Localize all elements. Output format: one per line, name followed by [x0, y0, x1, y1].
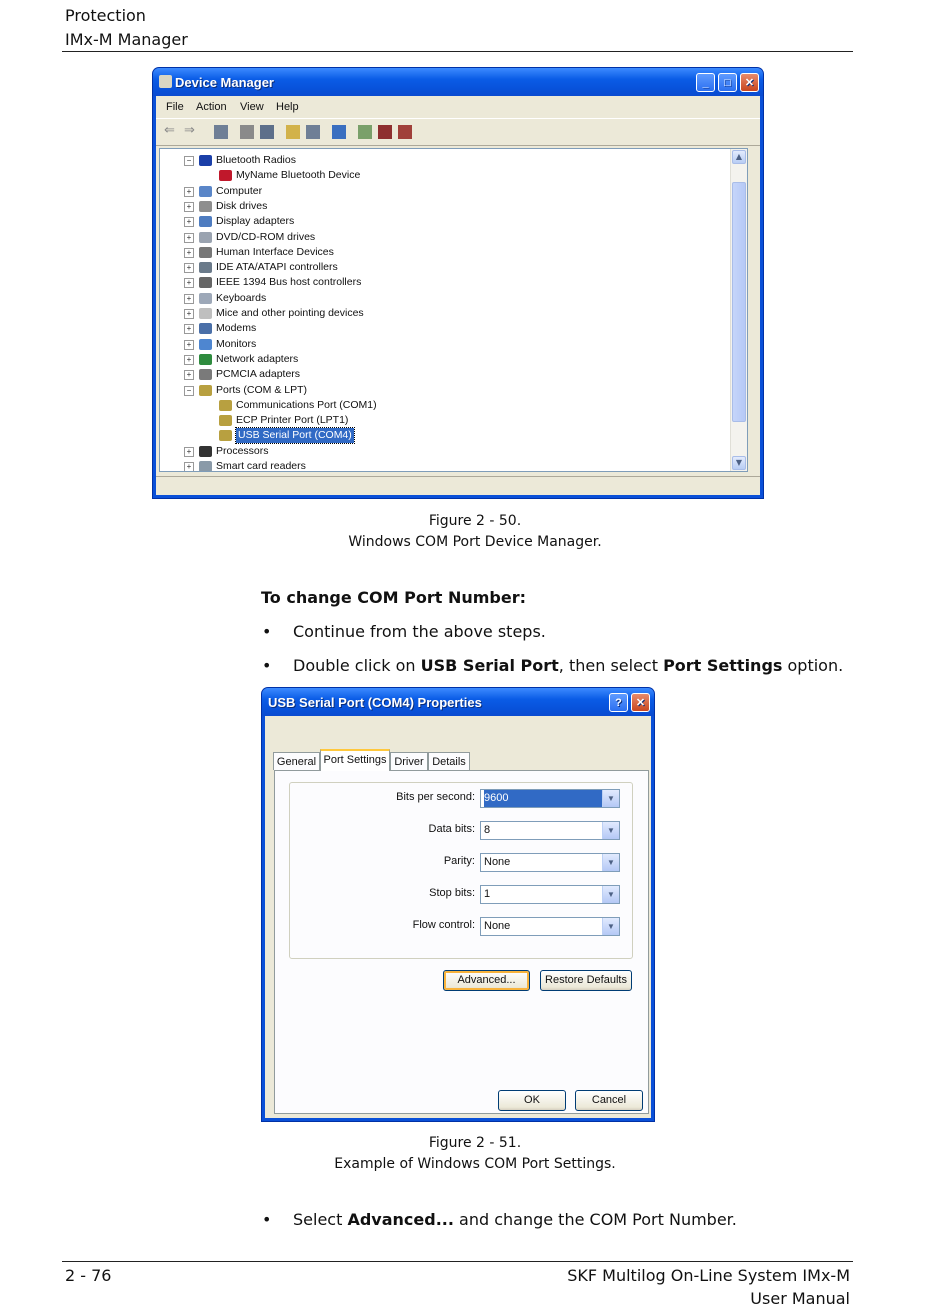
- tree-item-label: Communications Port (COM1): [236, 398, 377, 411]
- properties-client: [265, 716, 651, 1118]
- network-adapter-icon: [199, 354, 212, 365]
- expand-icon[interactable]: +: [184, 278, 194, 288]
- expand-icon[interactable]: +: [184, 187, 194, 197]
- chevron-down-icon[interactable]: ▼: [602, 918, 619, 935]
- tree-item-label: Processors: [216, 444, 269, 457]
- close-icon[interactable]: ✕: [740, 73, 759, 92]
- expand-icon[interactable]: +: [184, 294, 194, 304]
- bits-per-second-value: 9600: [484, 790, 602, 807]
- chevron-down-icon[interactable]: ▼: [602, 886, 619, 903]
- menu-action[interactable]: Action: [196, 101, 227, 113]
- expand-icon[interactable]: +: [184, 462, 194, 472]
- scroll-down-icon[interactable]: ▼: [732, 456, 746, 470]
- flow-control-label: Flow control:: [412, 919, 475, 931]
- port-icon: [219, 415, 232, 426]
- device-manager-icon: [159, 75, 172, 88]
- pcmcia-icon: [199, 369, 212, 380]
- expand-icon[interactable]: +: [184, 233, 194, 243]
- view-icon[interactable]: [306, 125, 320, 139]
- tree-item-label: Computer: [216, 184, 263, 197]
- back-icon[interactable]: ⇐: [164, 123, 175, 138]
- tree-item-label: IEEE 1394 Bus host controllers: [216, 276, 362, 289]
- disk-drive-icon: [199, 201, 212, 212]
- expand-icon[interactable]: +: [184, 355, 194, 365]
- data-bits-value: 8: [484, 824, 491, 836]
- tree-item-label: Bluetooth Radios: [216, 154, 296, 166]
- bullet-dot: •: [262, 1210, 272, 1229]
- tree-item-label: ECP Printer Port (LPT1): [236, 414, 349, 427]
- hid-icon: [199, 247, 212, 258]
- tree-item-label: Mice and other pointing devices: [216, 307, 364, 319]
- data-bits-label: Data bits:: [428, 823, 475, 835]
- menu-file[interactable]: File: [166, 101, 184, 113]
- chevron-down-icon[interactable]: ▼: [602, 790, 619, 807]
- figure1-caption: Windows COM Port Device Manager.: [348, 534, 602, 550]
- bluetooth-icon: [199, 155, 212, 166]
- tab-details[interactable]: Details: [428, 752, 470, 770]
- close-icon[interactable]: ✕: [631, 693, 650, 712]
- final-step-text: [293, 1209, 737, 1231]
- tree-scrollbar[interactable]: [730, 149, 747, 471]
- stop-bits-label: Stop bits:: [429, 887, 475, 899]
- properties-title: USB Serial Port (COM4) Properties: [268, 695, 482, 710]
- properties-window: [262, 688, 654, 1121]
- mouse-icon: [199, 308, 212, 319]
- tree-item-label: Network adapters: [216, 352, 299, 365]
- show-hide-tree-icon[interactable]: [214, 125, 228, 139]
- ide-controller-icon: [199, 262, 212, 273]
- forward-icon[interactable]: ⇒: [184, 123, 195, 138]
- scroll-thumb[interactable]: [732, 182, 746, 422]
- modem-icon: [199, 323, 212, 334]
- final-step-post: and change the COM Port Number.: [453, 1210, 737, 1229]
- dvd-drive-icon: [199, 232, 212, 243]
- maximize-icon[interactable]: □: [718, 73, 737, 92]
- bullet2-bold2: Port Settings: [663, 656, 783, 675]
- menu-view[interactable]: View: [240, 101, 264, 113]
- ieee1394-icon: [199, 277, 212, 288]
- footer-doc: User Manual: [750, 1289, 850, 1308]
- header-section: Protection: [65, 6, 146, 25]
- tab-general[interactable]: General: [273, 752, 320, 770]
- update-driver-icon[interactable]: [358, 125, 372, 139]
- tree-item-label: Ports (COM & LPT): [216, 383, 308, 396]
- tree-item-label: Modems: [216, 322, 257, 335]
- disable-icon[interactable]: [398, 125, 412, 139]
- tree-item-label: Disk drives: [216, 199, 268, 212]
- help-icon[interactable]: ?: [609, 693, 628, 712]
- cancel-button[interactable]: Cancel: [575, 1090, 643, 1111]
- final-step-pre: Select: [293, 1210, 348, 1229]
- bullet-dot: •: [262, 622, 272, 641]
- tab-driver[interactable]: Driver: [390, 752, 428, 770]
- chevron-down-icon[interactable]: ▼: [602, 822, 619, 839]
- port-settings-panel: [274, 770, 649, 1114]
- parity-label: Parity:: [443, 855, 475, 867]
- properties-icon[interactable]: [240, 125, 254, 139]
- device-manager-client: [156, 96, 760, 495]
- properties-titlebar: [262, 688, 654, 716]
- parity-value: None: [484, 856, 511, 868]
- scroll-up-icon[interactable]: ▲: [732, 150, 746, 164]
- collapse-icon[interactable]: −: [184, 386, 194, 396]
- monitor-icon: [199, 339, 212, 350]
- expand-icon[interactable]: +: [184, 248, 194, 258]
- collapse-icon[interactable]: −: [184, 156, 194, 166]
- bullet2-post: option.: [782, 656, 844, 675]
- figure2-number: Figure 2 - 51.: [428, 1135, 522, 1151]
- bullet2-text: [293, 655, 843, 677]
- status-bar: [156, 476, 760, 495]
- tree-item-label: USB Serial Port (COM4): [238, 429, 352, 442]
- figure2-caption: Example of Windows COM Port Settings.: [334, 1156, 616, 1172]
- uninstall-icon[interactable]: [378, 125, 392, 139]
- menu-help[interactable]: Help: [276, 101, 299, 113]
- data-bits-select[interactable]: [480, 821, 620, 840]
- processor-icon: [199, 446, 212, 457]
- expand-icon[interactable]: +: [184, 263, 194, 273]
- expand-icon[interactable]: +: [184, 202, 194, 212]
- footer-rule: [62, 1261, 853, 1262]
- bullet1-text: Continue from the above steps.: [293, 622, 546, 641]
- device-manager-title: Device Manager: [175, 75, 274, 90]
- tree-item-label: Smart card readers: [216, 460, 306, 472]
- advanced-button[interactable]: Advanced...: [443, 970, 530, 991]
- flow-control-value: None: [484, 920, 511, 932]
- device-manager-window: [153, 68, 763, 498]
- bits-per-second-select[interactable]: [480, 789, 620, 808]
- settings-group: [289, 782, 633, 959]
- tab-port-settings[interactable]: Port Settings: [320, 749, 390, 771]
- minimize-icon[interactable]: _: [696, 73, 715, 92]
- bullet2-bold1: USB Serial Port: [420, 656, 559, 675]
- computer-icon: [199, 186, 212, 197]
- expand-icon[interactable]: +: [184, 340, 194, 350]
- menu-bar: [156, 96, 760, 118]
- device-manager-titlebar: [153, 68, 763, 96]
- scan-hardware-icon[interactable]: [332, 125, 346, 139]
- help-icon[interactable]: [286, 125, 300, 139]
- tree-item-label: MyName Bluetooth Device: [236, 169, 361, 182]
- final-step-bold: Advanced...: [347, 1210, 454, 1229]
- figure1-number: Figure 2 - 50.: [428, 513, 522, 529]
- tree-item-label: Keyboards: [216, 291, 267, 304]
- footer-page-number: 2 - 76: [65, 1266, 112, 1285]
- port-icon: [219, 430, 232, 441]
- device-tree[interactable]: [159, 148, 748, 472]
- smart-card-icon: [199, 461, 212, 472]
- instructions-heading: To change COM Port Number:: [261, 588, 526, 607]
- flow-control-select[interactable]: [480, 917, 620, 936]
- print-icon[interactable]: [260, 125, 274, 139]
- bluetooth-device-icon: [219, 170, 232, 181]
- header-rule: [62, 51, 853, 52]
- stop-bits-select[interactable]: [480, 885, 620, 904]
- parity-select[interactable]: [480, 853, 620, 872]
- expand-icon[interactable]: +: [184, 217, 194, 227]
- footer-product: SKF Multilog On-Line System IMx-M: [567, 1266, 850, 1285]
- bullet2-mid: , then select: [558, 656, 664, 675]
- bits-per-second-label: Bits per second:: [396, 791, 475, 803]
- expand-icon[interactable]: +: [184, 370, 194, 380]
- display-adapter-icon: [199, 216, 212, 227]
- bullet-dot: •: [262, 656, 272, 675]
- keyboard-icon: [199, 293, 212, 304]
- toolbar: [156, 118, 760, 146]
- tree-item-label: PCMCIA adapters: [216, 368, 301, 381]
- tree-item-label: IDE ATA/ATAPI controllers: [216, 261, 338, 274]
- stop-bits-value: 1: [484, 888, 491, 900]
- expand-icon[interactable]: +: [184, 324, 194, 334]
- chevron-down-icon[interactable]: ▼: [602, 854, 619, 871]
- tree-item-label: Monitors: [216, 337, 257, 350]
- restore-defaults-button[interactable]: Restore Defaults: [540, 970, 632, 991]
- port-icon: [219, 400, 232, 411]
- tree-item-label: Display adapters: [216, 215, 295, 228]
- bullet2-pre: Double click on: [293, 656, 421, 675]
- expand-icon[interactable]: +: [184, 447, 194, 457]
- ports-icon: [199, 385, 212, 396]
- expand-icon[interactable]: +: [184, 309, 194, 319]
- tree-item-label: DVD/CD-ROM drives: [216, 230, 316, 243]
- header-chapter: IMx-M Manager: [65, 30, 188, 49]
- tree-item-label: Human Interface Devices: [216, 245, 334, 258]
- ok-button[interactable]: OK: [498, 1090, 566, 1111]
